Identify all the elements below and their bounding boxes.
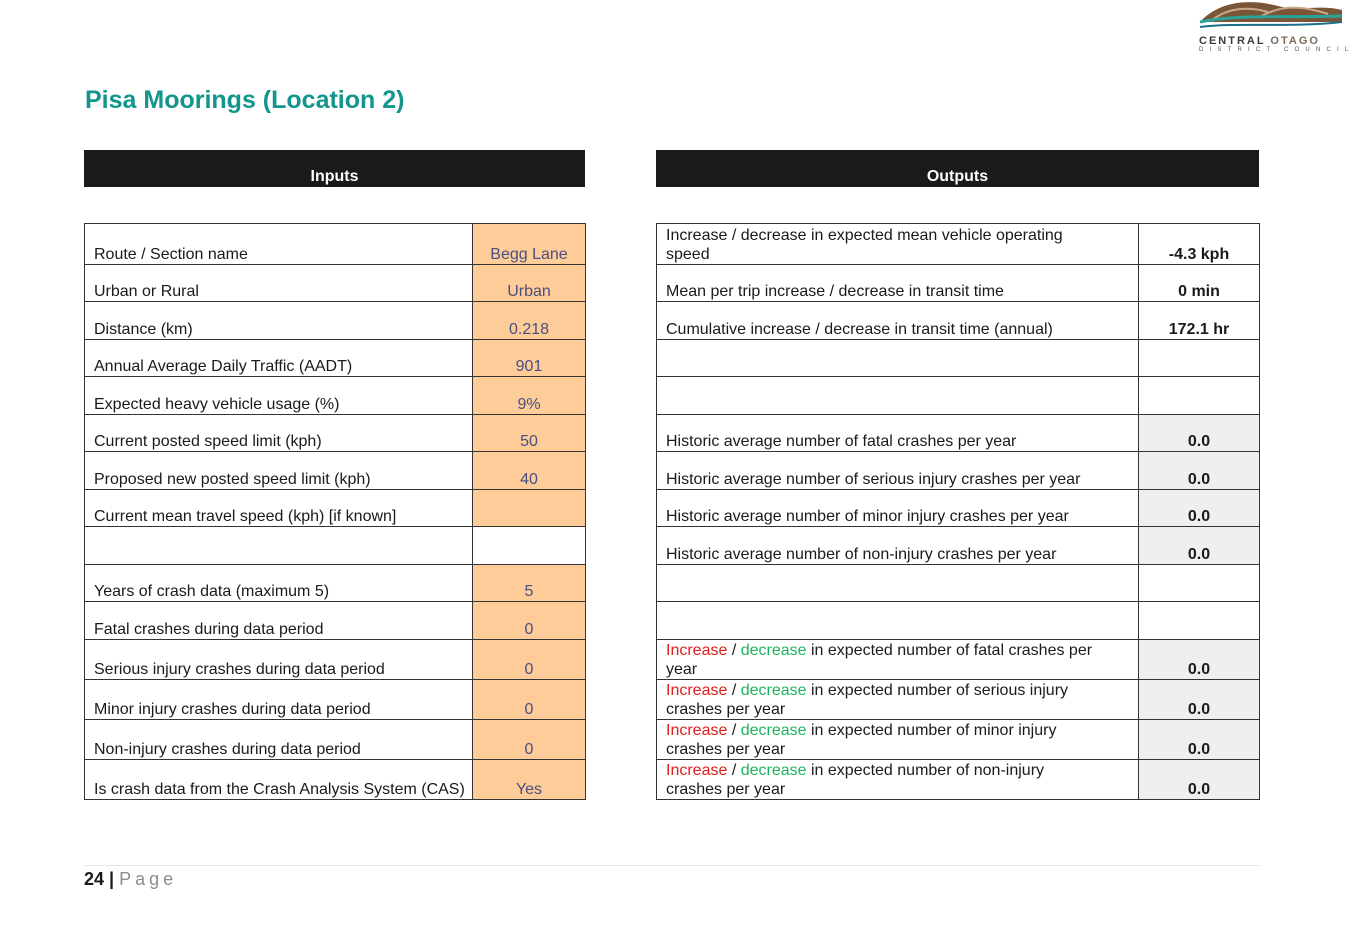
table-row — [85, 415, 586, 452]
inputs-table — [84, 223, 586, 800]
input-value[interactable]: 901 — [473, 340, 586, 377]
output-value — [1139, 602, 1260, 640]
input-value[interactable]: Urban — [473, 265, 586, 302]
table-row — [85, 565, 586, 602]
increase-word: Increase — [666, 722, 728, 739]
increase-word: Increase — [666, 682, 728, 699]
input-value[interactable]: 9% — [473, 377, 586, 415]
row-label — [657, 565, 1139, 602]
row-label: Historic average number of fatal crashes per year — [657, 415, 1139, 452]
output-value — [1139, 377, 1260, 415]
output-value: 0.0 — [1139, 452, 1260, 490]
table-row — [657, 377, 1260, 415]
row-label: Increase / decrease in expected mean vehicle operating speed — [657, 224, 1139, 265]
row-label: Increase / decrease in expected number of non-injury crashes per year — [657, 760, 1139, 800]
table-row — [85, 602, 586, 640]
table-row — [85, 760, 586, 800]
page-number: 24 — [84, 869, 105, 889]
page-footer: 24 | Page — [84, 869, 178, 889]
input-value — [473, 527, 586, 565]
table-row — [657, 720, 1260, 760]
logo-subtitle: DISTRICT COUNCIL — [1199, 47, 1355, 53]
table-row — [85, 452, 586, 490]
logo-name: CENTRAL OTAGO — [1199, 35, 1320, 47]
output-value — [1139, 340, 1260, 377]
row-label — [657, 602, 1139, 640]
table-row — [85, 640, 586, 680]
input-value[interactable]: 0 — [473, 680, 586, 720]
table-row — [657, 415, 1260, 452]
row-label: Years of crash data (maximum 5) — [85, 565, 473, 602]
table-row — [657, 452, 1260, 490]
increase-word: Increase — [666, 762, 728, 779]
output-value: 0.0 — [1139, 680, 1260, 720]
table-row — [85, 720, 586, 760]
table-row — [657, 760, 1260, 800]
output-value: 0.0 — [1139, 760, 1260, 800]
table-row — [657, 224, 1260, 265]
table-row — [657, 340, 1260, 377]
table-row — [657, 265, 1260, 302]
row-label — [657, 377, 1139, 415]
row-label: Increase / decrease in expected number of minor injury crashes per year — [657, 720, 1139, 760]
table-row — [657, 527, 1260, 565]
input-value[interactable]: Begg Lane — [473, 224, 586, 265]
output-value: 0.0 — [1139, 415, 1260, 452]
output-value — [1139, 565, 1260, 602]
row-label: Historic average number of serious injury crashes per year — [657, 452, 1139, 490]
row-label: Current posted speed limit (kph) — [85, 415, 473, 452]
table-row — [657, 565, 1260, 602]
inputs-header: Inputs — [84, 150, 585, 187]
row-label: Is crash data from the Crash Analysis System (CAS) — [85, 760, 473, 800]
output-value: 0.0 — [1139, 640, 1260, 680]
input-value[interactable]: 0 — [473, 640, 586, 680]
logo-hills-graphic — [1198, 0, 1344, 32]
page-word: Page — [119, 869, 178, 889]
input-value[interactable]: Yes — [473, 760, 586, 800]
row-label: Urban or Rural — [85, 265, 473, 302]
table-row — [657, 302, 1260, 340]
table-row — [85, 377, 586, 415]
input-value[interactable]: 5 — [473, 565, 586, 602]
row-label: Mean per trip increase / decrease in transit time — [657, 265, 1139, 302]
row-label — [657, 340, 1139, 377]
row-label: Annual Average Daily Traffic (AADT) — [85, 340, 473, 377]
table-row — [85, 265, 586, 302]
row-label: Current mean travel speed (kph) [if known] — [85, 490, 473, 527]
row-label: Increase / decrease in expected number of serious injury crashes per year — [657, 680, 1139, 720]
page-title: Pisa Moorings (Location 2) — [85, 86, 405, 114]
row-label: Historic average number of non-injury crashes per year — [657, 527, 1139, 565]
input-value[interactable]: 0 — [473, 720, 586, 760]
table-row — [85, 302, 586, 340]
decrease-word: decrease — [740, 722, 807, 739]
table-row — [85, 527, 586, 565]
row-label: Expected heavy vehicle usage (%) — [85, 377, 473, 415]
input-value[interactable]: 50 — [473, 415, 586, 452]
row-label — [85, 527, 473, 565]
output-value: 0.0 — [1139, 720, 1260, 760]
row-label: Increase / decrease in expected number of fatal crashes per year — [657, 640, 1139, 680]
table-row — [85, 680, 586, 720]
row-label: Fatal crashes during data period — [85, 602, 473, 640]
council-logo — [1198, 0, 1355, 56]
row-label: Proposed new posted speed limit (kph) — [85, 452, 473, 490]
table-row — [657, 680, 1260, 720]
input-value[interactable] — [473, 490, 586, 527]
row-label: Minor injury crashes during data period — [85, 680, 473, 720]
output-value: -4.3 kph — [1139, 224, 1260, 265]
increase-word: Increase — [666, 642, 728, 659]
outputs-header: Outputs — [656, 150, 1259, 187]
row-label: Non-injury crashes during data period — [85, 720, 473, 760]
table-row — [85, 490, 586, 527]
table-row — [657, 640, 1260, 680]
output-value: 172.1 hr — [1139, 302, 1260, 340]
table-row — [657, 490, 1260, 527]
decrease-word: decrease — [740, 642, 807, 659]
table-row — [657, 602, 1260, 640]
output-value: 0 min — [1139, 265, 1260, 302]
output-value: 0.0 — [1139, 527, 1260, 565]
footer-divider — [84, 865, 1259, 866]
input-value[interactable]: 40 — [473, 452, 586, 490]
row-label: Distance (km) — [85, 302, 473, 340]
table-row — [85, 340, 586, 377]
table-row — [85, 224, 586, 265]
decrease-word: decrease — [740, 762, 807, 779]
row-label: Serious injury crashes during data period — [85, 640, 473, 680]
row-label: Route / Section name — [85, 224, 473, 265]
outputs-table — [656, 223, 1260, 800]
row-label: Historic average number of minor injury crashes per year — [657, 490, 1139, 527]
output-value: 0.0 — [1139, 490, 1260, 527]
input-value[interactable]: 0.218 — [473, 302, 586, 340]
row-label: Cumulative increase / decrease in transit time (annual) — [657, 302, 1139, 340]
input-value[interactable]: 0 — [473, 602, 586, 640]
decrease-word: decrease — [740, 682, 807, 699]
